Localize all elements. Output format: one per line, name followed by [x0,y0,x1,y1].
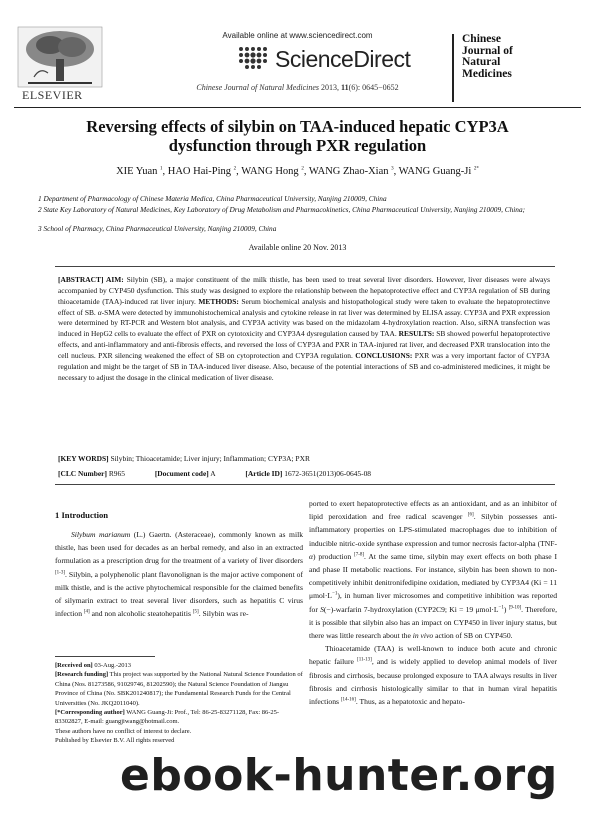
journal-volume: 11 [341,83,349,92]
corresponding-note: [*Corresponding author] WANG Guang-Ji: Prof., Tel: 86-25-83271128, Fax: 86-25-83302827, E-mail: guangjiwang@hotmail.com. [55,709,280,726]
journal-year: 2013, [321,83,340,92]
article-id-label: [Article ID] [245,469,283,478]
abstract-body: [ABSTRACT] AIM: Silybin (SB), a major constituent of the milk thistle, has been used to treat several liver disorders. However, liver diseases were always accompanied by CYP450 dysfunction. This study was designed to explore the relationship between the hepatoprotective effect and CYP3A regulation of SB during thioacetamide (TAA)-induced rat liver injury. METHODS: Serum biochemical analysis and histopathological study were taken to evaluate the hepatoprotectinve effect of SB. α-SMA were detected by immunohistochemical analysis and cytokine release in rat liver was determined by ELISA assay. CYP3A and PXR expression were determined by RT-PCR and Western blot analysis, and CYP3A activity was based on the midazolam 4-hydroxylation reaction. Also, siRNA transfection was induced in HepG2 cells to evaluate the effect of PXR on cytotoxicity and CYP3A4 dysregulation caused by TAA. RESULTS: SB showed powerful hepatoprotective effects, and anti-inflammatory and anti-fibrosis effects, and reversed the loss of CYP3A and PXR in TAA-injured rat liver, and decreased PXR translocation into the cell nucleus. PXR silencing weakened the effect of SB on cytoprotection and CYP3A regulation. CONCLUSIONS: PXR was a very important factor of CYP3A regulation and might be the target of SB in TAA-induced liver disease. Also, because of the potential interactions of SB and co-administered medicines, it might be necessary to adjust the dosage in the clinical medication of liver disease. [58,275,551,382]
sciencedirect-dots-icon [235,44,271,72]
doc-code-label: [Document code] [154,469,209,478]
abstract-top-rule [55,266,555,267]
journal-title-box [452,34,569,102]
section-heading: 1 Introduction [55,510,109,520]
funding-note: [Research funding] This project was supported by the National Natural Science Foundation of China (Nos. 81273586, 91029746, 81202590); the Natural Science Foundation of Jiangsu Province of China (No. SBK201240817); the Fundamental Research Funds for the Central Universities (No. JKQ2011040). [55,671,303,707]
doc-code-value: A [210,469,216,478]
affiliation-3: 3 School of Pharmacy, China Pharmaceutical University, Nanjing 210009, China [38,224,277,233]
publisher-name: ELSEVIER [22,88,83,102]
sciencedirect-wordmark: ScienceDirect [275,46,411,72]
author-list: XIE Yuan $^1$, HAO Hai-Ping $^2$, WANG Hong $^2$, WANG Zhao-Xian $^3$, WANG Guang-Ji $^{2*}$ [116,166,479,177]
article-title [40,117,555,155]
abstract-bottom-rule [55,484,555,485]
header-rule [14,107,581,108]
article-id-value: 1672-3651(2013)06-0645-08 [284,469,372,478]
title-line-1: Reversing effects of silybin on TAA-induced hepatic CYP3A [86,117,509,136]
clc-label: [CLC Number] [58,469,107,478]
available-online-date: Available online 20 Nov. 2013 [248,243,347,252]
journal-name: Chinese Journal of Natural Medicines [196,83,320,92]
intro-right-column: ported to exert hepatoprotective effects as an antioxidant, and as an inhibitor of lipid peroxidation and free radical scavenger [6]. Silybin possesses anti-inflammatory properties on LPS-stimulated macrophages due to inhibition of inducible nitric-oxide synthase expression and tumor necrosis factor-alpha (TNF-α) production [7-8]. At the same time, silybin may exert effects on both phase I and phase II metabolic reactions. For instance, silybin has been shown to non-competitively inhibit denitronifedipine oxidation, mediated by CYP3A4 (Ki = 11 $\mu mol\cdot L^{-1}$), in human liver microsomes and competitive inhibition was reported for S(−)-warfarin 7-hydroxylation (CYP2C9; Ki = 19 $\mu mol\cdot L^{-1}$) [9-10]. Therefore, it is possible that silybin also has an impact on CYP450 in liver injury status, but there was little research about the in vivo action of SB on CYP450. Thioacetamide (TAA) is well-known to induce both acute and chronic hepatic failure [11-13], and is widely applied to develop animal models of liver fibrosis and cirrhosis, because prolonged exposure to TAA always results in liver fibrosis and cirrhosis histologically similar to that in human viral hepatitis infections [14-16]. Thus, as a hepatotoxic and hepato- [309,499,557,707]
title-line-2: dysfunction through PXR regulation [168,136,427,155]
clc-value: R965 [108,469,125,478]
classification-row [58,469,399,478]
available-online-text: Available online at www.sciencedirect.com [222,31,373,40]
received-note: [Received on] 03-Aug.-2013 [55,662,132,669]
keywords-text: Silybin; Thioacetamide; Liver injury; Inflammation; CYP3A; PXR [110,454,310,463]
footnotes [55,661,303,746]
keywords-label: [KEY WORDS] [58,454,109,463]
journal-box-line: Natural [462,56,501,68]
journal-box-line: Medicines [462,67,512,80]
journal-box-line: Journal of [462,44,513,57]
footnote-rule [55,656,155,657]
sciencedirect-logo [235,44,411,74]
journal-box-line: Chinese [462,33,501,45]
affiliation-1: 1 Department of Pharmacology of Chinese Materia Medica, China Pharmaceutical University, Nanjing 210009, China [38,194,387,203]
keywords [58,454,550,463]
affiliation-2: 2 State Key Laboratory of Natural Medicines, Key Laboratory of Drug Metabolism and Pharmacokinetics, China Pharmaceutical University, Nanjing 210009, China; [38,205,526,214]
journal-issue-pages: (6): 0645−0652 [348,83,399,92]
intro-left-column: Silybum marianum (L.) Gaertn. (Asteraceae), commonly known as milk thistle, has been used for decades as an herbal remedy, and also in an extracted formulation as a prescription drug for the treatment of a variety of liver disorders [1-3]. Silybin, a polyphenolic plant flavonolignan is the major active component of milk thistle, and is the active phytochemical responsible for the claimed benefits of silymarin extract to treat several liver disorders, such as hepatitis C virus infection [4] and non alcoholic steatohepatitis [5]. Silybin was re- [55,530,303,619]
conflict-note: These authors have no conflict of interest to declare. [55,727,192,735]
watermark-text: ebook-hunter.org [120,750,558,801]
publisher-note: Published by Elsevier B.V. All rights reserved [55,737,175,745]
